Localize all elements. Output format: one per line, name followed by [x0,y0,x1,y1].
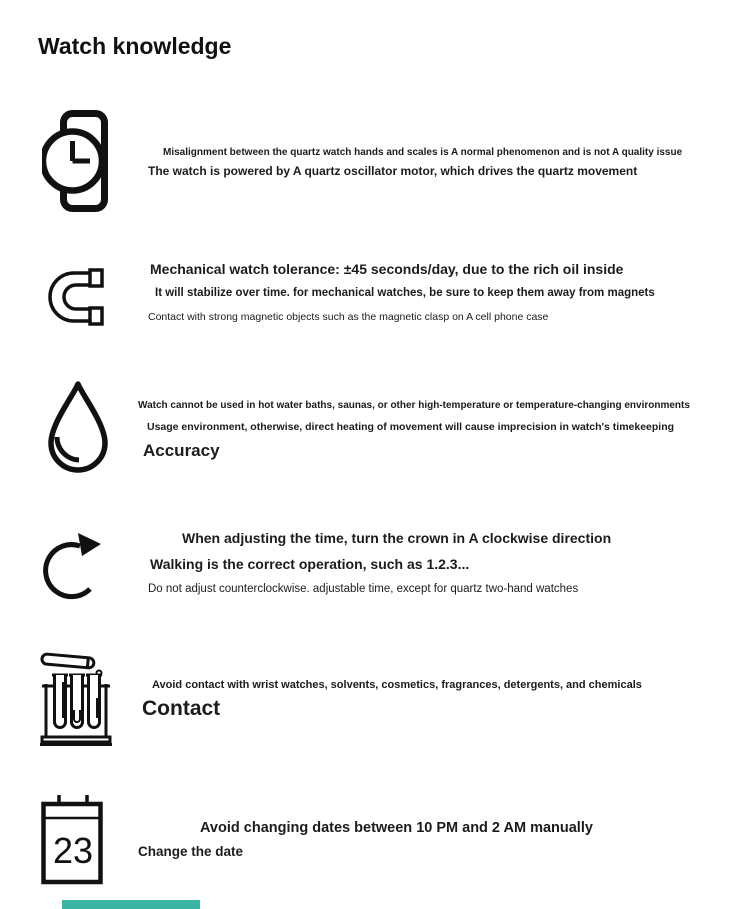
hot-water-note: Watch cannot be used in hot water baths, saunas, or other high-temperature or temperature-changing environments [138,400,690,411]
avoid-date-change-note: Avoid changing dates between 10 PM and 2 AM manually [200,820,593,836]
quartz-movement-note: The watch is powered by A quartz oscillator motor, which drives the quartz movement [148,164,638,178]
test-tubes-icon [40,648,112,746]
quartz-misalignment-note: Misalignment between the quartz watch hands and scales is A normal phenomenon and is not A quality issue [163,147,683,158]
change-date-note: Change the date [138,844,244,859]
wristwatch-icon [42,110,108,212]
contact-heading: Contact [142,697,221,720]
magnetic-objects-note: Contact with strong magnetic objects such as the magnetic clasp on A cell phone case [148,311,549,323]
water-drop-icon [42,380,112,476]
magnet-icon [48,268,104,326]
page-title: Watch knowledge [38,33,232,59]
mechanical-tolerance-note: Mechanical watch tolerance: ±45 seconds/day, due to the rich oil inside [150,261,624,277]
calendar-icon [40,792,104,886]
usage-environment-note: Usage environment, otherwise, direct heating of movement will cause imprecision in watch's timekeeping [147,421,675,433]
accuracy-heading: Accuracy [143,441,220,460]
clockwise-crown-note: When adjusting the time, turn the crown in A clockwise direction [182,530,612,546]
counterclockwise-warning-note: Do not adjust counterclockwise. adjustable time, except for quartz two-hand watches [148,583,579,595]
section-divider-bar [62,900,200,909]
calendar-day-number: 23 [53,830,94,871]
rotate-clockwise-icon [42,526,104,606]
keep-away-magnets-note: It will stabilize over time. for mechanical watches, be sure to keep them away from magnets [155,287,655,299]
correct-operation-note: Walking is the correct operation, such as 1.2.3... [150,556,470,572]
avoid-chemicals-note: Avoid contact with wrist watches, solvents, cosmetics, fragrances, detergents, and chemicals [152,679,642,691]
